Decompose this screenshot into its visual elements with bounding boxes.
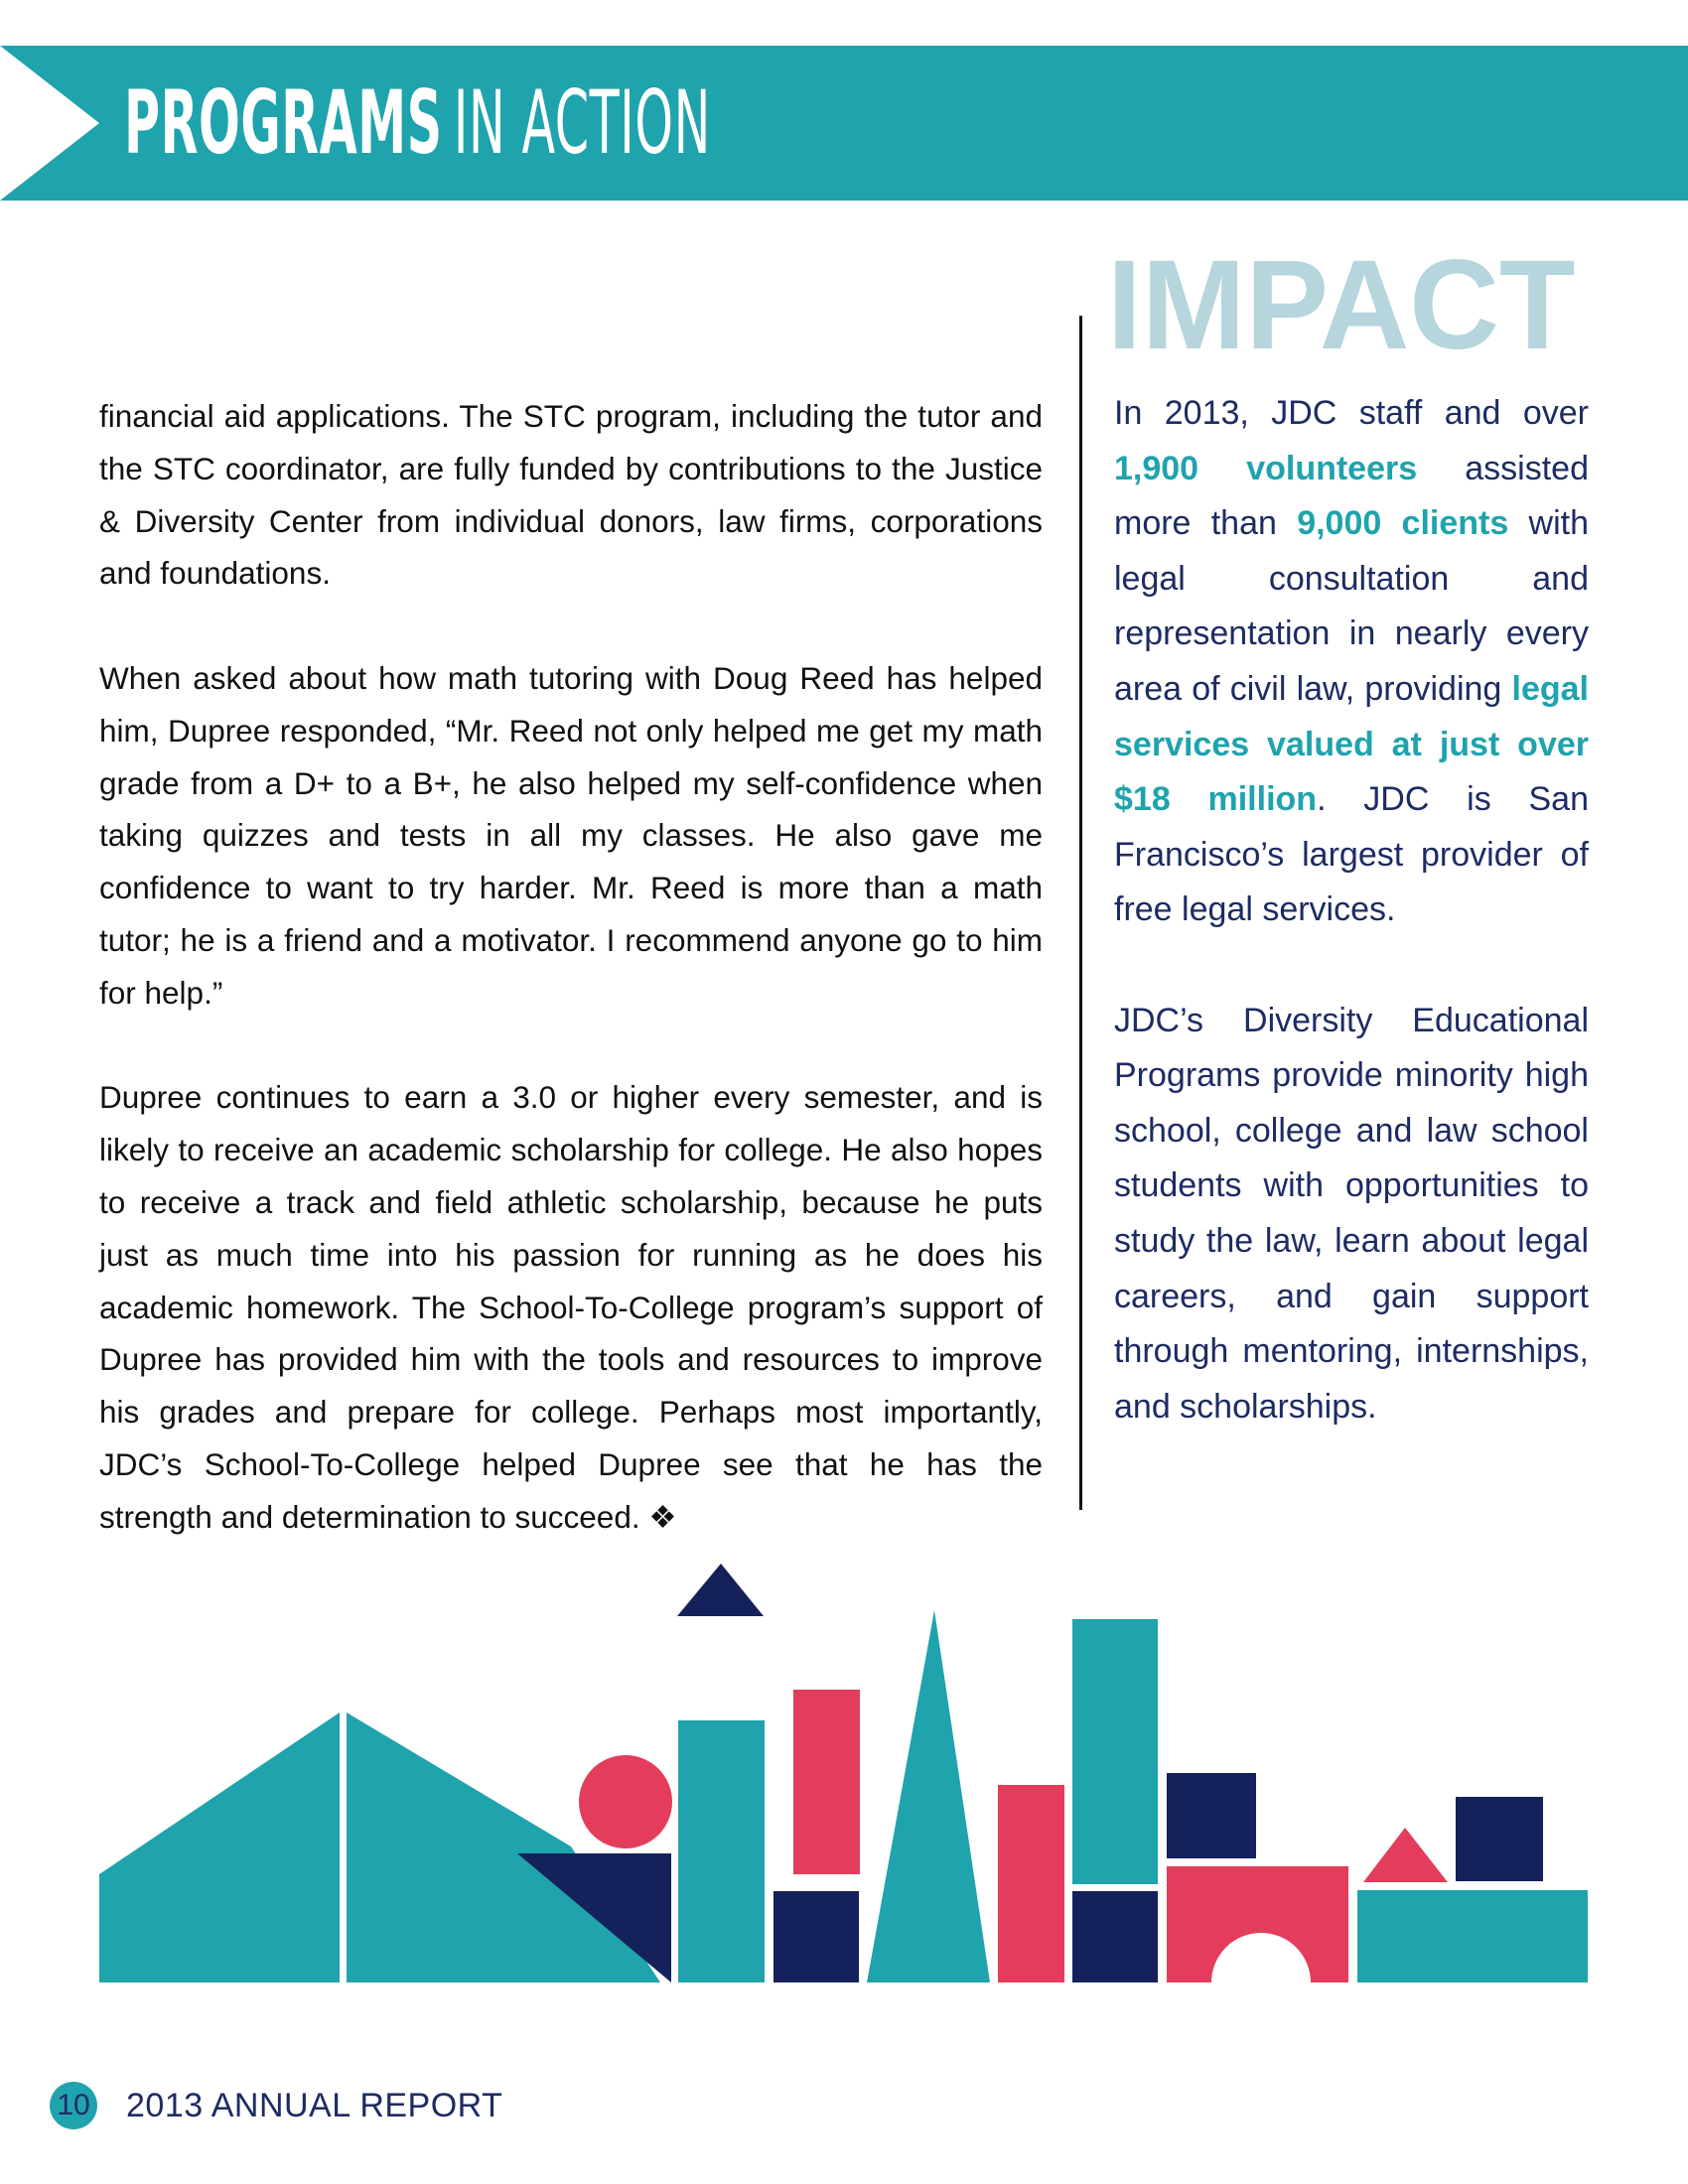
section-title-bold: PROGRAMS [124,71,443,174]
story-paragraph: When asked about how math tutoring with Doug Reed has helped him, Dupree responded, “Mr. Reed not only helped me get my math grade from a D+ to a B+, he also helped my self-confidence when taking quizzes and tests in all my classes. He also gave me confidence to want to try harder. Mr. Reed is more than a math tutor; he is a friend and a motivator. I recommend anyone go to him for help.” [99,659,1043,1011]
impact-text: assisted more than [1114,449,1589,543]
teal-mountain-left [99,1712,340,1982]
navy-block-2 [1072,1891,1158,1982]
section-title [124,64,711,183]
impact-text: . JDC is San Francisco’s largest provider of free legal services. [1114,780,1589,929]
impact-text: with legal consultation and representation in nearly every area of civil law, providing [1114,504,1589,708]
section-banner [0,46,1688,201]
services-value-highlight: legal services valued at just over $18 million [1114,669,1589,819]
skyline-shapes [0,1549,1688,1995]
story-column [99,390,1043,1544]
impact-text: In 2013, JDC staff and over [1114,394,1589,432]
volunteers-highlight: 1,900 volunteers [1114,449,1418,487]
impact-paragraph [1114,386,1589,938]
navy-block-3 [1167,1773,1256,1858]
impact-heading: IMPACT [1107,234,1576,376]
pink-tower-1 [793,1690,860,1874]
teal-tower-2 [1072,1619,1158,1884]
clients-highlight: 9,000 clients [1297,504,1509,543]
teal-tower-1 [678,1720,765,1982]
teal-spire [867,1610,990,1982]
pink-tower-2 [998,1785,1064,1982]
navy-block-4 [1456,1797,1543,1881]
teal-mountain-right [347,1712,660,1982]
teal-block-right [1357,1890,1588,1982]
navy-triangle-top [677,1564,764,1616]
report-label: 2013 ANNUAL REPORT [126,2087,503,2124]
section-title-light: IN ACTION [453,71,711,174]
pink-triangle [1363,1828,1448,1882]
navy-block-1 [774,1891,859,1982]
geometric-skyline-illustration [0,1549,1688,1995]
story-paragraph: financial aid applications. The STC program, including the tutor and the STC coordinator, are fully funded by contributions to the Justice & Diversity Center from individual donors, law firms, corporations and foundations. [99,398,1043,592]
pink-arch [1167,1866,1348,1982]
programs-paragraph: JDC’s Diversity Educational Programs provide minority high school, college and law school students with opportunities to study the law, learn about legal careers, and gain support through mentoring, internships, and scholarships. [1114,1001,1589,1426]
column-divider [1079,316,1082,1510]
page-number: 10 [50,2082,97,2129]
story-paragraph: Dupree continues to earn a 3.0 or higher every semester, and is likely to receive an academic scholarship for college. He also hopes to receive a track and field athletic scholarship, because he puts just as much time into his passion for running as he does his academic homework. The School-To-College program’s support of Dupree has provided him with the tools and resources to improve his grades and prepare for college. Perhaps most importantly, JDC’s School-To-College helped Dupree see that he has the strength and determination to succeed. ❖ [99,1079,1043,1535]
pink-circle [579,1755,672,1848]
impact-sidebar [1114,386,1589,1490]
